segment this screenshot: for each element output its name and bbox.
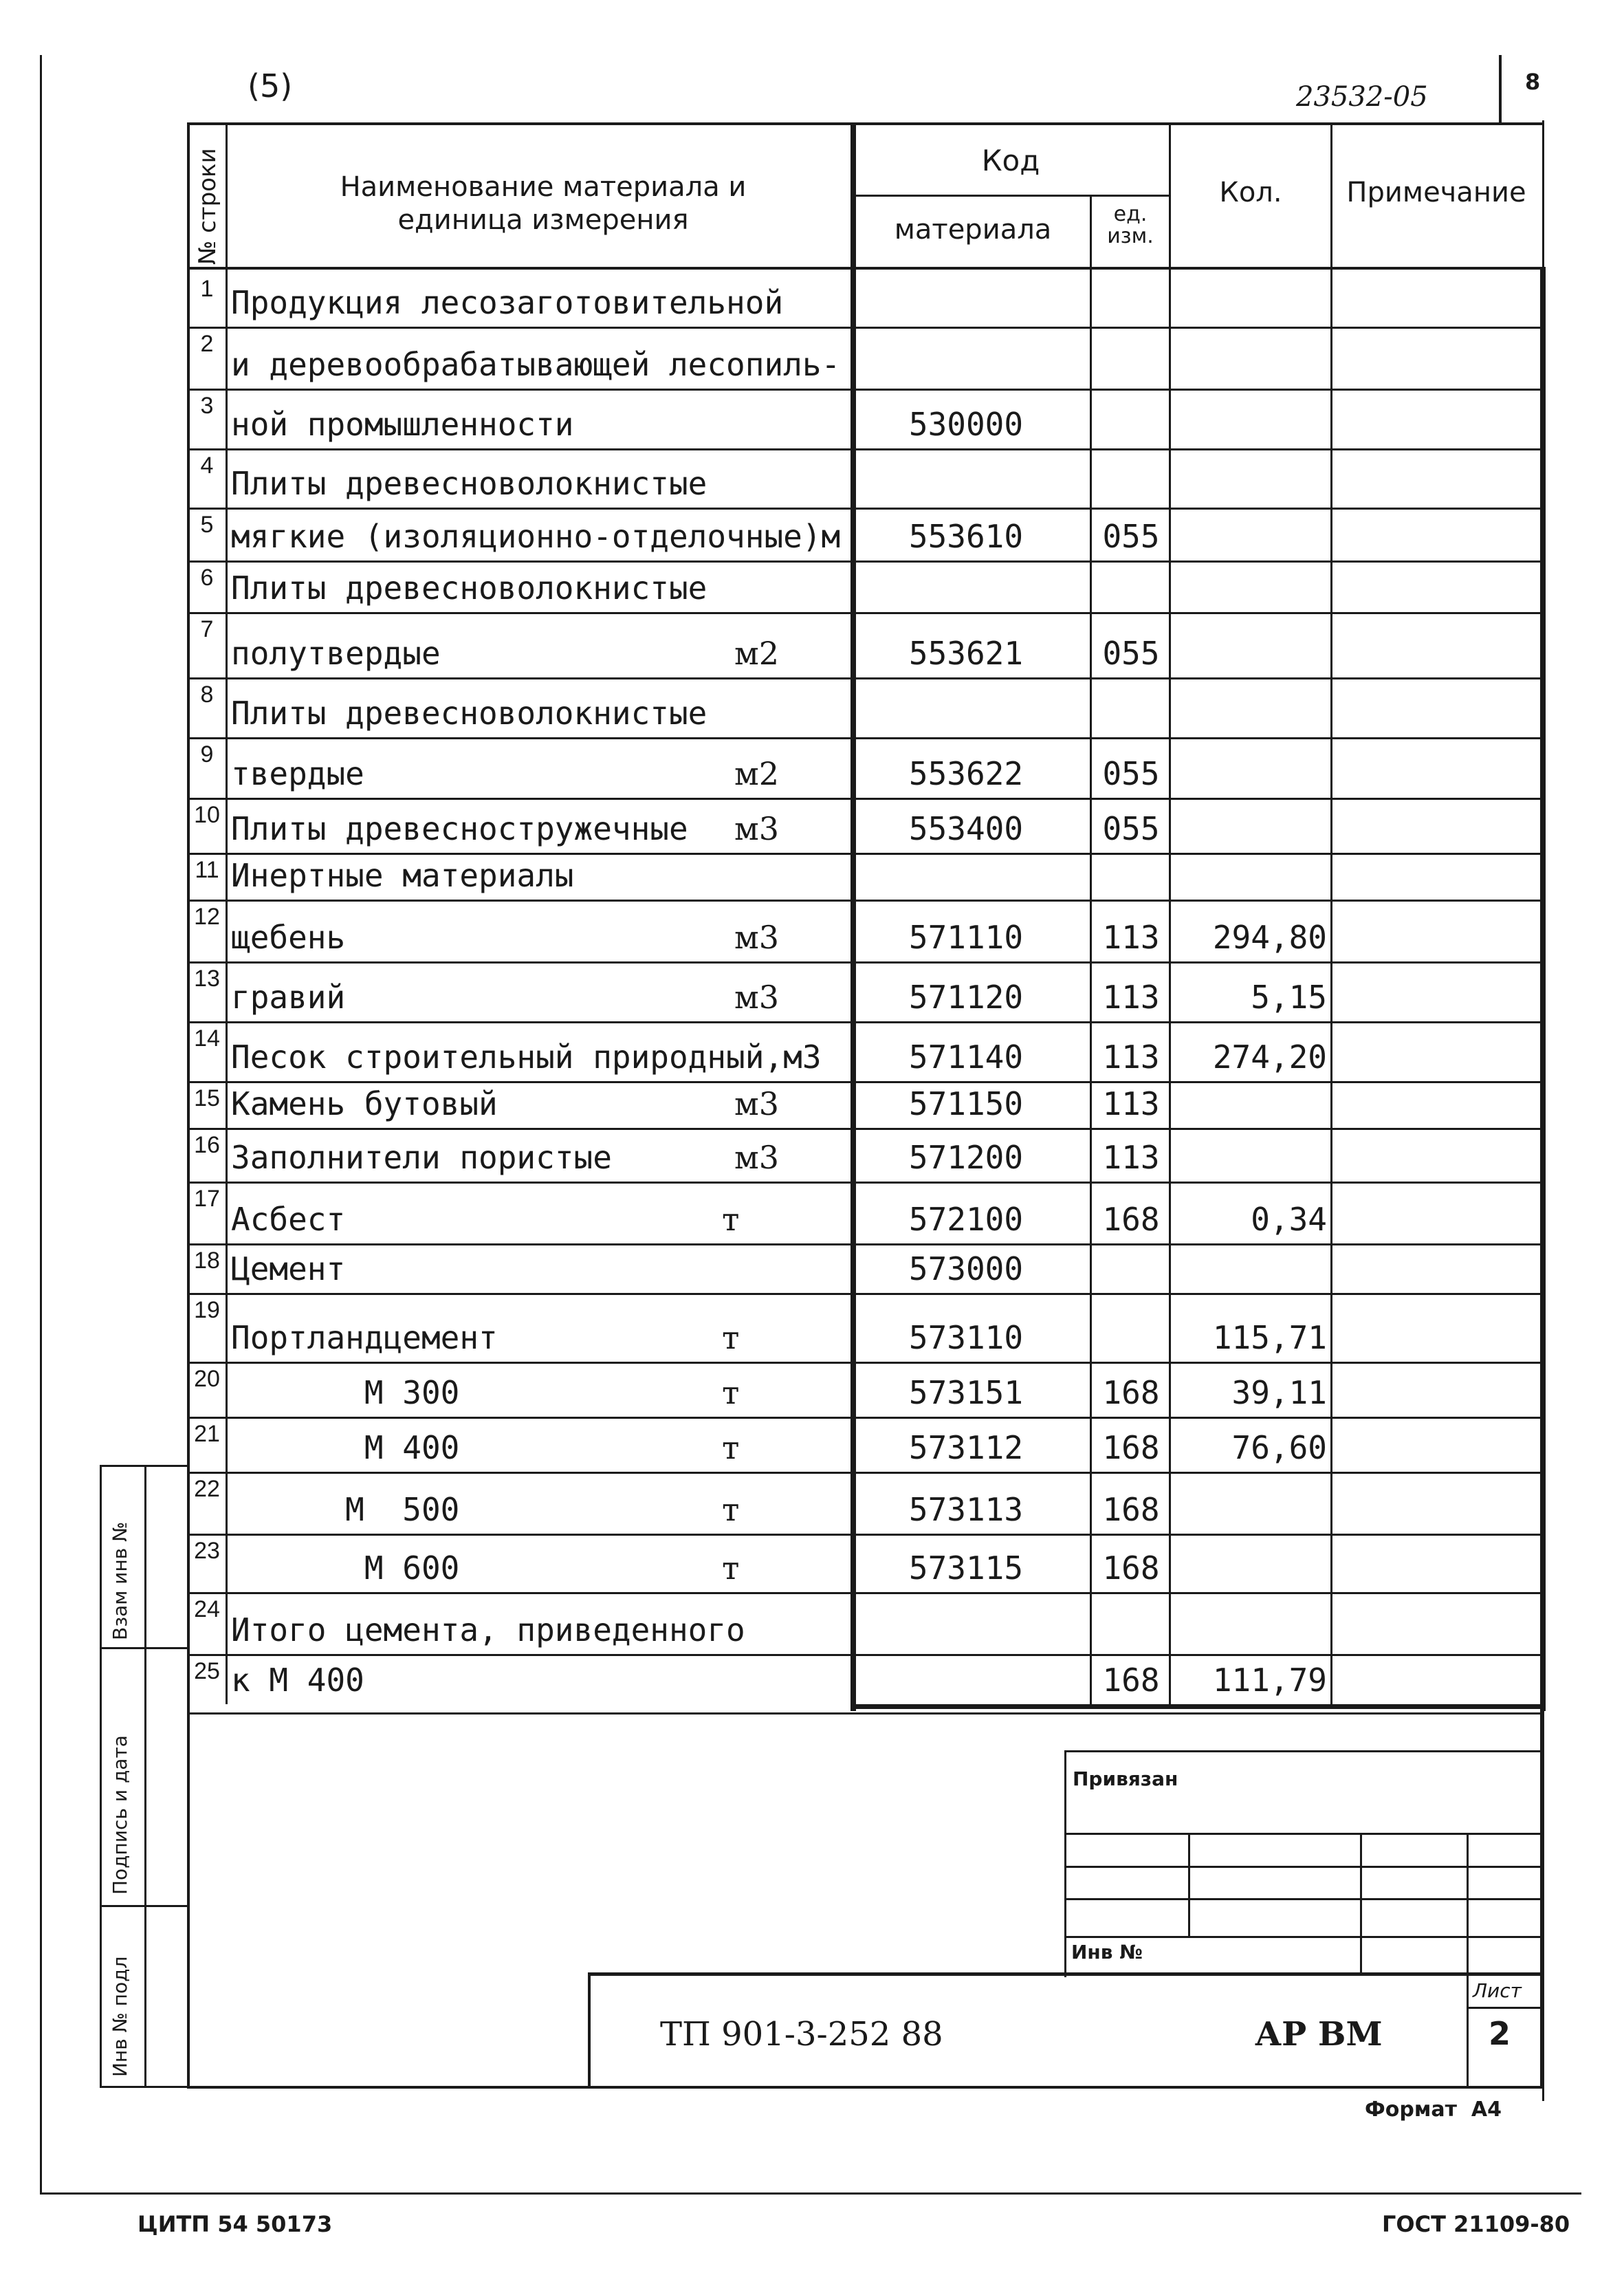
unit-code: 168 [1102, 1491, 1160, 1528]
row-separator [187, 1021, 1544, 1023]
material-unit: м2 [734, 635, 780, 672]
quantity: 76,60 [1231, 1429, 1327, 1466]
row-separator [187, 1362, 1544, 1364]
material-code: 530000 [908, 406, 1024, 443]
stamp-attached-left [1064, 1750, 1066, 1977]
row-separator [187, 1128, 1544, 1130]
side-bottom-line [100, 2086, 188, 2088]
row-number: 14 [194, 1025, 220, 1052]
row-separator [187, 677, 1544, 679]
material-name: Цемент [231, 1250, 346, 1287]
quantity: 274,20 [1212, 1038, 1327, 1076]
unit-code: 113 [1102, 1038, 1160, 1076]
row-separator [187, 853, 1544, 855]
row-number: 16 [194, 1132, 220, 1158]
material-code: 572100 [908, 1201, 1024, 1238]
row-separator [187, 508, 1544, 510]
row-number: 22 [194, 1476, 220, 1502]
material-name: и деревообрабатывающей лесопиль- [231, 346, 841, 383]
material-name: гравий [231, 979, 346, 1016]
material-name: ной промышленности [231, 406, 574, 443]
material-name: Плиты древесноволокнистые [231, 695, 707, 732]
material-name: мягкие (изоляционно-отделочные)м [231, 518, 841, 555]
row-number: 18 [194, 1248, 220, 1274]
stamp-grid-line-2 [1064, 1866, 1542, 1868]
material-name: твердые [231, 755, 364, 792]
corner-divider [1499, 55, 1502, 124]
stamp-grid-line-4 [1064, 1936, 1542, 1938]
side-label-vzam: Взам инв № [109, 1521, 131, 1640]
row-number: 12 [194, 904, 220, 930]
material-name: М 500 [231, 1491, 460, 1528]
unit-code: 055 [1102, 635, 1160, 672]
header-row-number: № строки [194, 148, 221, 265]
material-name: Плиты древесноволокнистые [231, 465, 707, 502]
material-name: М 600 [231, 1549, 460, 1587]
material-name: полутвердые [231, 635, 441, 672]
material-code: 573113 [908, 1491, 1024, 1528]
side-top-line [100, 1465, 188, 1467]
main-stamp-top [588, 1972, 1544, 1976]
stamp-grid-line-3 [1064, 1898, 1542, 1900]
material-code: 571140 [908, 1038, 1024, 1076]
row-number: 23 [194, 1538, 220, 1564]
material-unit: т [722, 1549, 740, 1587]
material-code: 571110 [908, 919, 1024, 956]
quantity: 294,80 [1212, 919, 1327, 956]
row-number: 4 [200, 453, 214, 479]
document-number: 23532-05 [1296, 81, 1428, 113]
row-separator [187, 1472, 1544, 1474]
row-number: 25 [194, 1658, 220, 1684]
material-code: 571120 [908, 979, 1024, 1016]
bottom-left-label: ЦИТП 54 50173 [138, 2211, 333, 2237]
header-code-unit: ед. изм. [1107, 202, 1154, 248]
row-separator [187, 737, 1544, 739]
material-code: 553400 [908, 810, 1024, 847]
stamp-grid-col-3 [1467, 1833, 1469, 2087]
material-unit: м3 [734, 1139, 780, 1176]
material-name: щебень [231, 919, 346, 956]
format-label: Формат А4 [1365, 2098, 1502, 2122]
header-code-split [853, 195, 1169, 197]
stamp-attached-top [1064, 1750, 1542, 1752]
material-name: Инертные материалы [231, 857, 574, 894]
row-separator [187, 1534, 1544, 1536]
row-number: 8 [200, 682, 214, 708]
material-unit: т [722, 1319, 740, 1356]
material-unit: т [722, 1429, 740, 1466]
material-name: к М 400 [231, 1662, 364, 1699]
unit-code: 168 [1102, 1201, 1160, 1238]
row-number: 1 [200, 276, 214, 302]
col-code-border [1090, 195, 1092, 1704]
col-right-border [1540, 267, 1546, 1711]
material-unit: м3 [734, 919, 780, 956]
material-code: 571150 [908, 1085, 1024, 1122]
row-number: 6 [200, 565, 214, 591]
material-name: М 400 [231, 1429, 460, 1466]
left-lower-border [187, 1704, 190, 2088]
sheet-label-line [1467, 2007, 1542, 2009]
quantity: 0,34 [1251, 1201, 1327, 1238]
material-unit: т [722, 1201, 740, 1238]
row-number: 20 [194, 1366, 220, 1392]
side-line-2 [100, 1905, 188, 1907]
designation: ТП 901-3-252 88 [660, 2015, 943, 2054]
side-col-mid [144, 1465, 146, 2087]
row-separator [187, 1592, 1544, 1594]
row-separator [187, 560, 1544, 563]
material-name: Песок строительный природный,м3 [231, 1038, 822, 1076]
row-number: 13 [194, 966, 220, 992]
stamp-grid-col-1 [1188, 1833, 1190, 1936]
row-number: 24 [194, 1596, 220, 1622]
material-code: 573110 [908, 1319, 1024, 1356]
header-code: Код [981, 144, 1040, 177]
row-separator [187, 448, 1544, 450]
page-corner-number: 8 [1525, 69, 1541, 95]
row-separator [187, 1417, 1544, 1419]
stamp-grid-line-1 [1064, 1833, 1542, 1835]
col-rownum-border [226, 122, 228, 1704]
col-qty-border [1330, 122, 1332, 1704]
material-unit: м3 [734, 810, 780, 847]
quantity: 39,11 [1231, 1374, 1327, 1411]
material-code: 573112 [908, 1429, 1024, 1466]
row-separator [187, 327, 1544, 329]
row-separator [187, 1182, 1544, 1184]
side-label-inv-podl: Инв № подл [109, 1956, 131, 2077]
unit-code: 113 [1102, 979, 1160, 1016]
header-note: Примечание [1346, 177, 1526, 208]
row-separator [187, 1654, 1544, 1656]
side-line-1 [100, 1647, 188, 1649]
block-bottom-line [187, 2086, 1544, 2089]
material-name: М 300 [231, 1374, 460, 1411]
row-separator [187, 1081, 1544, 1083]
row-separator [187, 612, 1544, 614]
block-top-line [187, 1712, 1544, 1715]
row-separator [187, 1293, 1544, 1295]
sheet-label: Лист [1473, 1979, 1522, 2002]
unit-code: 055 [1102, 518, 1160, 555]
unit-code: 168 [1102, 1429, 1160, 1466]
material-name: Портландцемент [231, 1319, 498, 1356]
material-name: Плиты древесностружечные [231, 810, 688, 847]
stamp-attached-label: Привязан [1073, 1767, 1178, 1790]
row-number: 10 [194, 802, 220, 828]
row-separator [187, 798, 1544, 800]
unit-code: 113 [1102, 1085, 1160, 1122]
stamp-grid-col-2 [1360, 1833, 1362, 1974]
unit-code: 168 [1102, 1549, 1160, 1587]
material-unit: м2 [734, 755, 780, 792]
material-code: 573000 [908, 1250, 1024, 1287]
row-number: 17 [194, 1186, 220, 1212]
unit-code: 055 [1102, 810, 1160, 847]
unit-code: 113 [1102, 919, 1160, 956]
col-unit-border [1169, 122, 1171, 1704]
material-unit: т [722, 1374, 740, 1411]
section-code: АР ВМ [1255, 2015, 1383, 2054]
header-bottom-border [187, 267, 1544, 270]
frame-bottom-line [40, 2192, 1581, 2195]
material-code: 573151 [908, 1374, 1024, 1411]
quantity: 115,71 [1212, 1319, 1327, 1356]
material-name: Итого цемента, приведенного [231, 1611, 745, 1648]
row-separator [187, 389, 1544, 391]
bottom-right-label: ГОСТ 21109-80 [1382, 2211, 1570, 2237]
quantity: 5,15 [1251, 979, 1327, 1016]
material-name: Заполнители пористые [231, 1139, 612, 1176]
material-name: Плиты древесноволокнистые [231, 569, 707, 607]
header-quantity: Кол. [1219, 177, 1282, 208]
top-left-label: (5) [248, 67, 293, 105]
row-number: 21 [194, 1421, 220, 1447]
col-left-border [187, 122, 190, 1704]
stamp-inv-label: Инв № [1071, 1941, 1143, 1963]
row-number: 11 [195, 857, 219, 883]
material-name: Камень бутовый [231, 1085, 498, 1122]
material-code: 573115 [908, 1549, 1024, 1587]
row-separator [187, 1243, 1544, 1245]
unit-code: 168 [1102, 1662, 1160, 1699]
header-code-material: материала [894, 214, 1052, 246]
row-number: 19 [194, 1297, 220, 1323]
row-number: 9 [200, 741, 214, 768]
row-separator [187, 961, 1544, 964]
side-col-left [100, 1465, 102, 2087]
unit-code: 055 [1102, 755, 1160, 792]
frame-left-line [40, 55, 42, 2194]
main-stamp-left [588, 1972, 591, 2088]
table-bottom-border [853, 1704, 1546, 1709]
unit-code: 168 [1102, 1374, 1160, 1411]
quantity: 111,79 [1212, 1662, 1327, 1699]
sheet-number: 2 [1489, 2015, 1511, 2052]
header-material-name: Наименование материала и единица измерения [340, 171, 747, 236]
material-code: 553622 [908, 755, 1024, 792]
material-unit: м3 [734, 1085, 780, 1122]
row-number: 7 [200, 616, 214, 642]
material-code: 571200 [908, 1139, 1024, 1176]
unit-code: 113 [1102, 1139, 1160, 1176]
row-separator [187, 900, 1544, 902]
material-unit: т [722, 1491, 740, 1528]
material-code: 553621 [908, 635, 1024, 672]
material-unit: м3 [734, 979, 780, 1016]
row-number: 15 [194, 1085, 220, 1111]
row-number: 2 [200, 331, 214, 357]
row-number: 5 [200, 512, 214, 538]
material-name: Асбест [231, 1201, 346, 1238]
row-number: 3 [200, 393, 214, 419]
material-name: Продукция лесозаготовительной [231, 284, 784, 321]
material-code: 553610 [908, 518, 1024, 555]
side-label-podpis: Подпись и дата [109, 1735, 131, 1895]
table-top-border [187, 122, 1544, 125]
